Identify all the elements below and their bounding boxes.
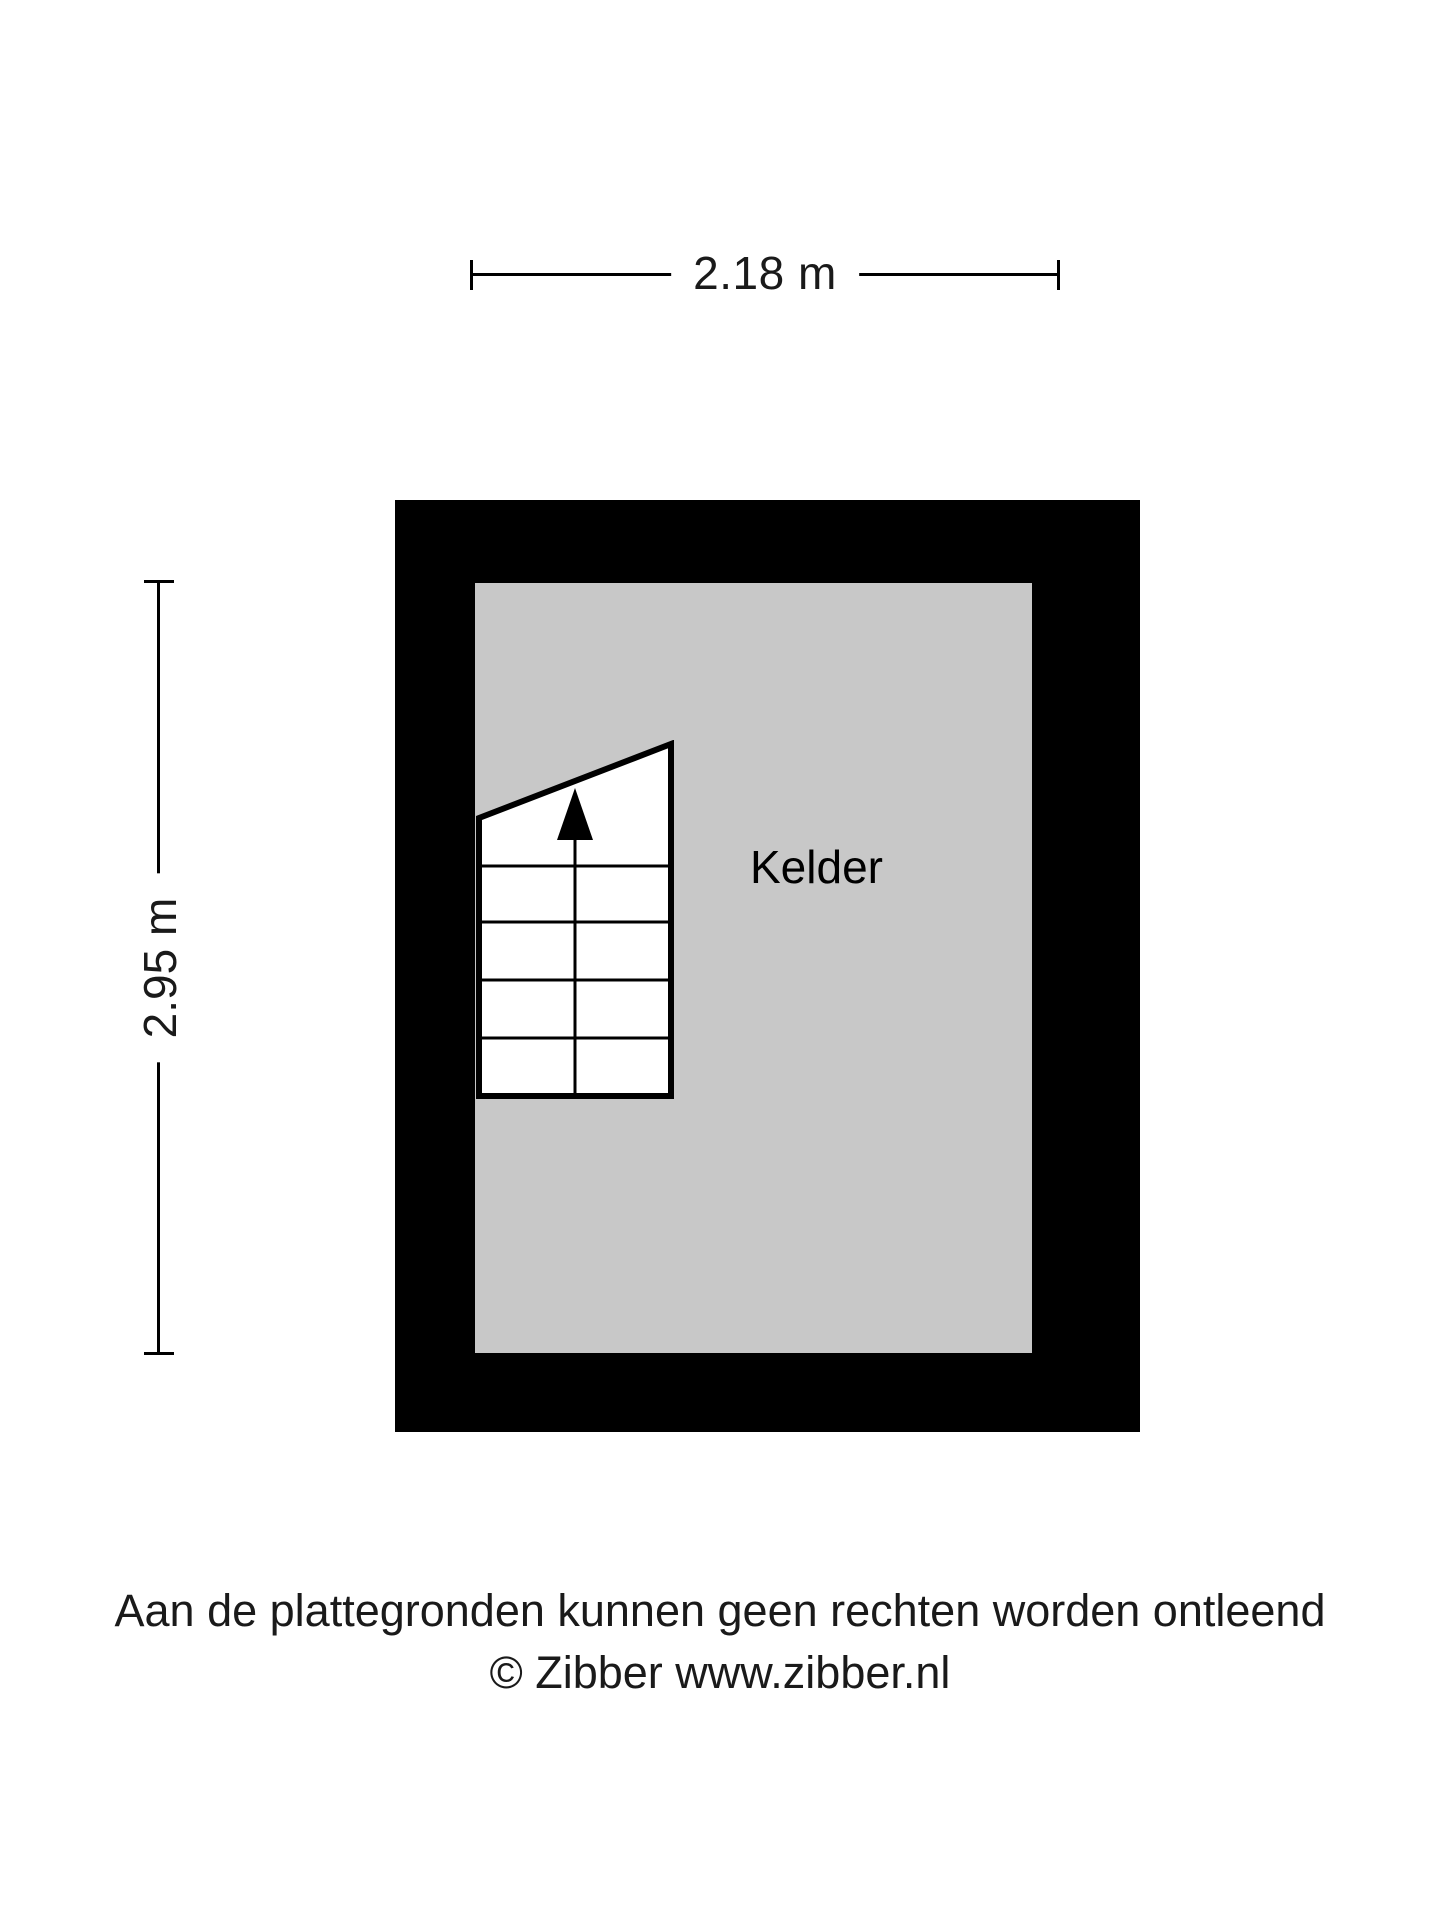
footer-copyright: © Zibber www.zibber.nl bbox=[489, 1647, 951, 1698]
dimension-height-cap-bottom bbox=[144, 1352, 174, 1355]
dimension-width-cap-right bbox=[1057, 260, 1060, 290]
footer-disclaimer: Aan de plattegronden kunnen geen rechten worden ontleend bbox=[114, 1585, 1326, 1636]
dimension-width-label: 2.18 m bbox=[671, 240, 859, 306]
dimension-height-label: 2.95 m bbox=[129, 873, 191, 1062]
dimension-width bbox=[470, 240, 1060, 300]
floorplan bbox=[395, 500, 1140, 1432]
dimension-height bbox=[130, 580, 190, 1355]
staircase bbox=[475, 740, 725, 1100]
room-label: Kelder bbox=[750, 841, 883, 893]
footer bbox=[0, 1580, 1440, 1704]
